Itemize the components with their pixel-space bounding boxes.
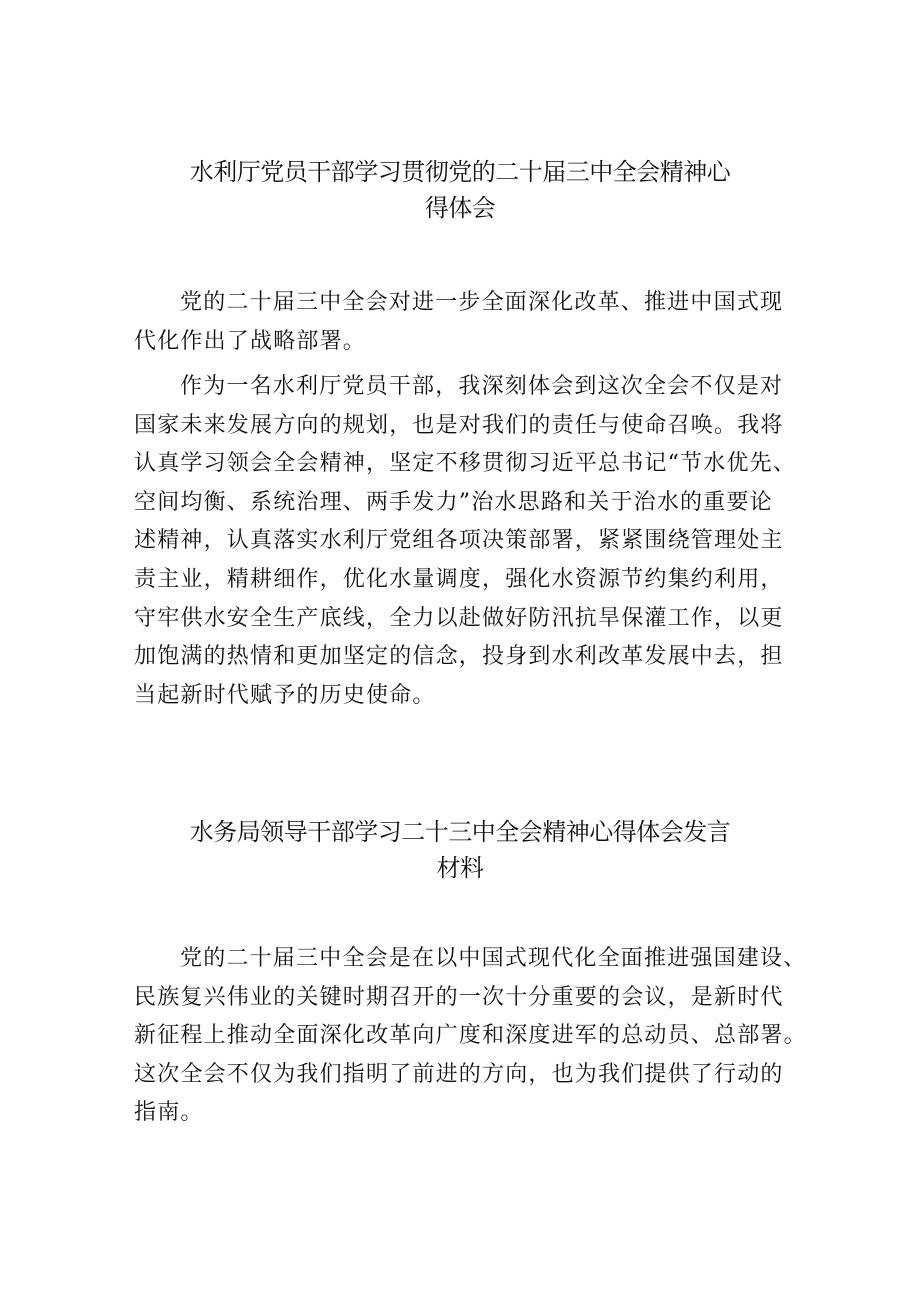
section-2-paragraph-1 <box>134 940 807 1133</box>
paragraph-line: 新征程上推动全面深化改革向广度和深度进军的总动员、总部署。 <box>134 1023 807 1049</box>
paragraph-line: 空间均衡、系统治理、两手发力”治水思路和关于治水的重要论 <box>134 489 773 515</box>
paragraph-line: 责主业，精耕细作，优化水量调度，强化水资源节约集约利用， <box>134 566 784 592</box>
paragraph-line: 民族复兴伟业的关键时期召开的一次十分重要的会议，是新时代 <box>134 984 784 1010</box>
paragraph-line: 守牢供水安全生产底线，全力以赴做好防汛抗旱保灌工作，以更 <box>134 605 784 631</box>
section-1-title-line-1: 水利厅党员干部学习贯彻党的二十届三中全会精神心 <box>189 158 731 186</box>
section-2-title-line-2: 材料 <box>436 854 484 882</box>
section-1-paragraph-2 <box>134 368 797 715</box>
section-1-title-line-2: 得体会 <box>424 194 496 222</box>
paragraph-line: 述精神，认真落实水利厅党组各项决策部署，紧紧围绕管理处主 <box>134 528 784 554</box>
paragraph-line: 党的二十届三中全会是在以中国式现代化全面推进强国建设、 <box>180 946 807 971</box>
paragraph-line: 党的二十届三中全会对进一步全面深化改革、推进中国式现 <box>180 290 784 315</box>
paragraph-line: 认真学习领会全会精神，坚定不移贯彻习近平总书记“节水优先、 <box>134 451 797 477</box>
section-2-title <box>100 814 820 886</box>
section-2-title-line-1: 水务局领导干部学习二十三中全会精神心得体会发言 <box>189 818 731 846</box>
paragraph-line: 这次全会不仅为我们指明了前进的方向，也为我们提供了行动的 <box>134 1061 784 1087</box>
paragraph-line: 加饱满的热情和更加坚定的信念，投身到水利改革发展中去，担 <box>134 644 784 670</box>
paragraph-line: 指南。 <box>134 1100 204 1126</box>
paragraph-line: 代化作出了战略部署。 <box>134 328 367 354</box>
section-1-paragraph-1 <box>134 284 794 361</box>
paragraph-line: 当起新时代赋予的历史使命。 <box>134 682 436 708</box>
paragraph-line: 作为一名水利厅党员干部，我深刻体会到这次全会不仅是对 <box>180 374 784 399</box>
paragraph-line: 国家未来发展方向的规划，也是对我们的责任与使命召唤。我将 <box>134 412 784 438</box>
section-1-title <box>100 154 820 226</box>
